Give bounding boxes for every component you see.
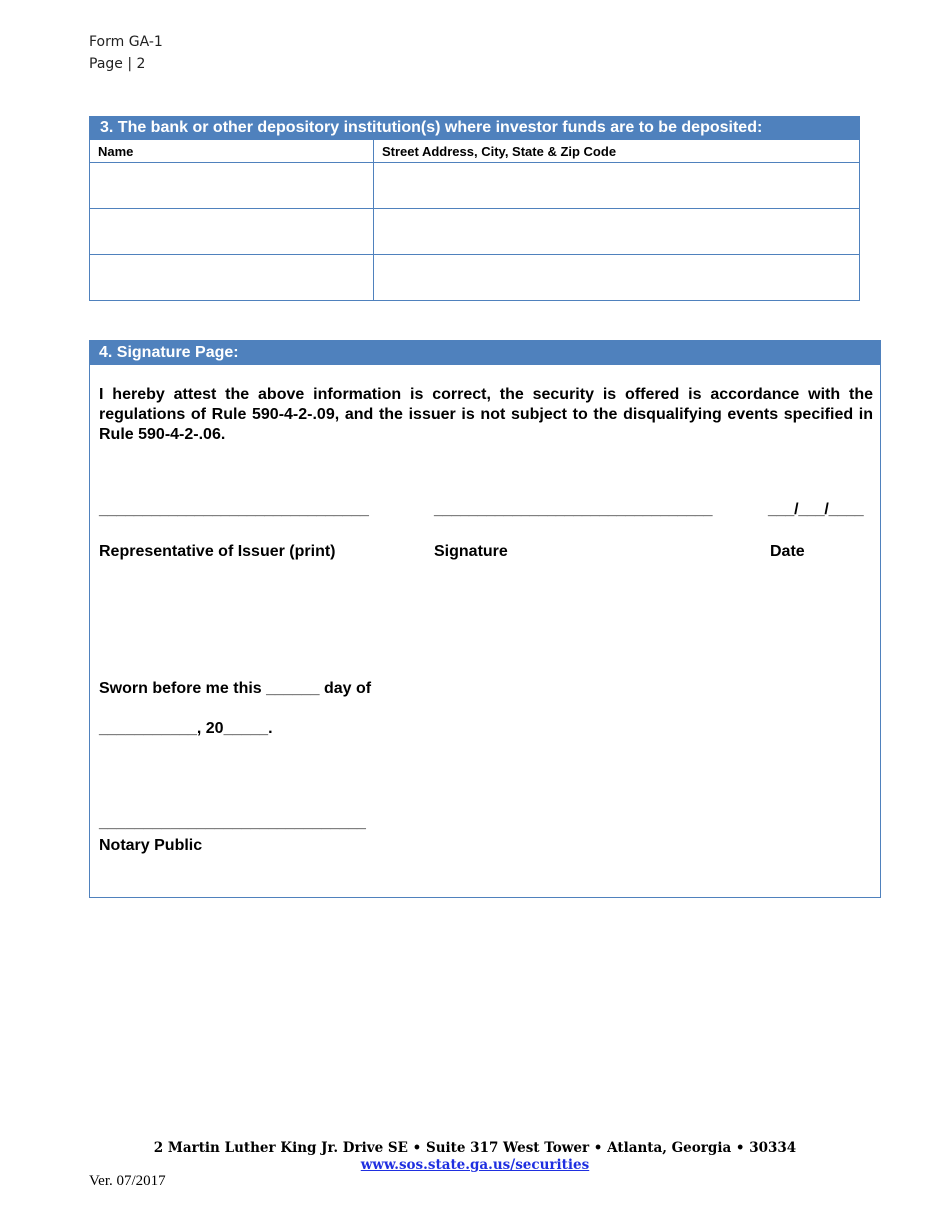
name-cell[interactable] [90, 209, 374, 255]
depository-table [90, 139, 859, 300]
table-row [90, 209, 859, 255]
signature-label: Signature [434, 543, 508, 560]
column-header-name: Name [90, 140, 374, 163]
name-cell[interactable] [90, 255, 374, 301]
address-cell[interactable] [374, 209, 860, 255]
sworn-statement-line2: ___________, 20_____. [99, 720, 273, 737]
version-label: Ver. 07/2017 [89, 1173, 166, 1189]
address-cell[interactable] [374, 255, 860, 301]
date-label: Date [770, 543, 805, 560]
section3-title: 3. The bank or other depository institution(s) where investor funds are to be deposited: [90, 117, 859, 139]
table-row [90, 163, 859, 209]
name-cell[interactable] [90, 163, 374, 209]
address-cell[interactable] [374, 163, 860, 209]
attestation-text: I hereby attest the above information is correct, the security is offered is accordance with the regulations of Rule 590-4-2-.09, and the issuer is not subject to the disqualifying events specified in Rule 590-4-2-.06. [99, 386, 873, 443]
page-number: Page | 2 [89, 56, 146, 72]
signature-section [89, 340, 881, 898]
column-header-address: Street Address, City, State & Zip Code [374, 140, 860, 163]
notary-label: Notary Public [99, 837, 203, 854]
representative-line[interactable]: _______________________________ [99, 501, 369, 518]
table-row [90, 255, 859, 301]
notary-signature-line[interactable]: ______________________________ [99, 814, 366, 831]
form-id: Form GA-1 [89, 34, 163, 50]
signature-line[interactable]: ________________________________ [434, 501, 713, 518]
securities-website-link[interactable]: www.sos.state.ga.us/securities [360, 1157, 590, 1173]
section4-title: 4. Signature Page: [90, 341, 880, 365]
footer-address: 2 Martin Luther King Jr. Drive SE • Suite 317 West Tower • Atlanta, Georgia • 30334 [153, 1140, 797, 1156]
table-header-row [90, 140, 859, 163]
sworn-statement-line1: Sworn before me this ______ day of [99, 680, 372, 697]
depository-institutions-section [89, 116, 860, 301]
date-line[interactable]: ___/___/____ [768, 501, 864, 518]
representative-label: Representative of Issuer (print) [99, 543, 336, 560]
